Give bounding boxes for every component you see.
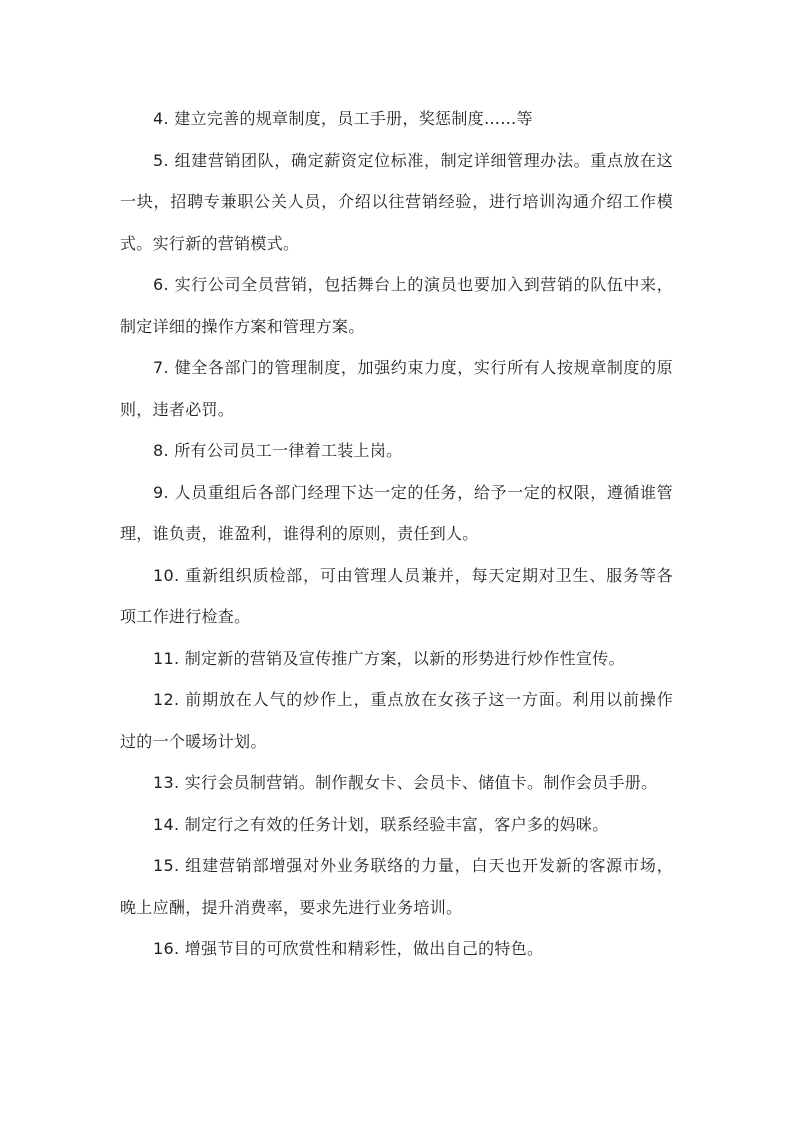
paragraph-item-12: 12. 前期放在人气的炒作上，重点放在女孩子这一方面。利用以前操作过的一个暖场计划。 — [120, 690, 673, 751]
paragraph-item-11: 11. 制定新的营销及宣传推广方案，以新的形势进行炒作性宣传。 — [153, 648, 625, 668]
paragraph-item-9: 9. 人员重组后各部门经理下达一定的任务，给予一定的权限，遵循谁管理，谁负责，谁盈利，谁得利的原则，责任到人。 — [120, 482, 673, 543]
paragraph-item-14: 14. 制定行之有效的任务计划，联系经验丰富，客户多的妈咪。 — [153, 814, 609, 834]
paragraph-item-10: 10. 重新组织质检部，可由管理人员兼并，每天定期对卫生、服务等各项工作进行检查。 — [120, 565, 673, 626]
paragraph-item-4: 4. 建立完善的规章制度，员工手册，奖惩制度……等 — [153, 109, 533, 128]
paragraph-item-5: 5. 组建营销团队，确定薪资定位标准，制定详细管理办法。重点放在这一块，招聘专兼职公关人员，介绍以往营销经验，进行培训沟通介绍工作模式。实行新的营销模式。 — [120, 150, 673, 253]
paragraph-item-8: 8. 所有公司员工一律着工装上岗。 — [153, 441, 403, 460]
document-body — [120, 98, 673, 970]
paragraph-item-13: 13. 实行会员制营销。制作靓女卡、会员卡、储值卡。制作会员手册。 — [153, 773, 658, 792]
paragraph-item-7: 7. 健全各部门的管理制度，加强约束力度，实行所有人按规章制度的原则，违者必罚。 — [120, 358, 673, 419]
paragraph-item-16: 16. 增强节目的可欣赏性和精彩性，做出自己的特色。 — [153, 939, 544, 958]
paragraph-item-6: 6. 实行公司全员营销，包括舞台上的演员也要加入到营销的队伍中来，制定详细的操作方案和管理方案。 — [120, 275, 673, 336]
paragraph-item-15: 15. 组建营销部增强对外业务联络的力量，白天也开发新的客源市场，晚上应酬，提升消费率，要求先进行业务培训。 — [120, 856, 673, 917]
